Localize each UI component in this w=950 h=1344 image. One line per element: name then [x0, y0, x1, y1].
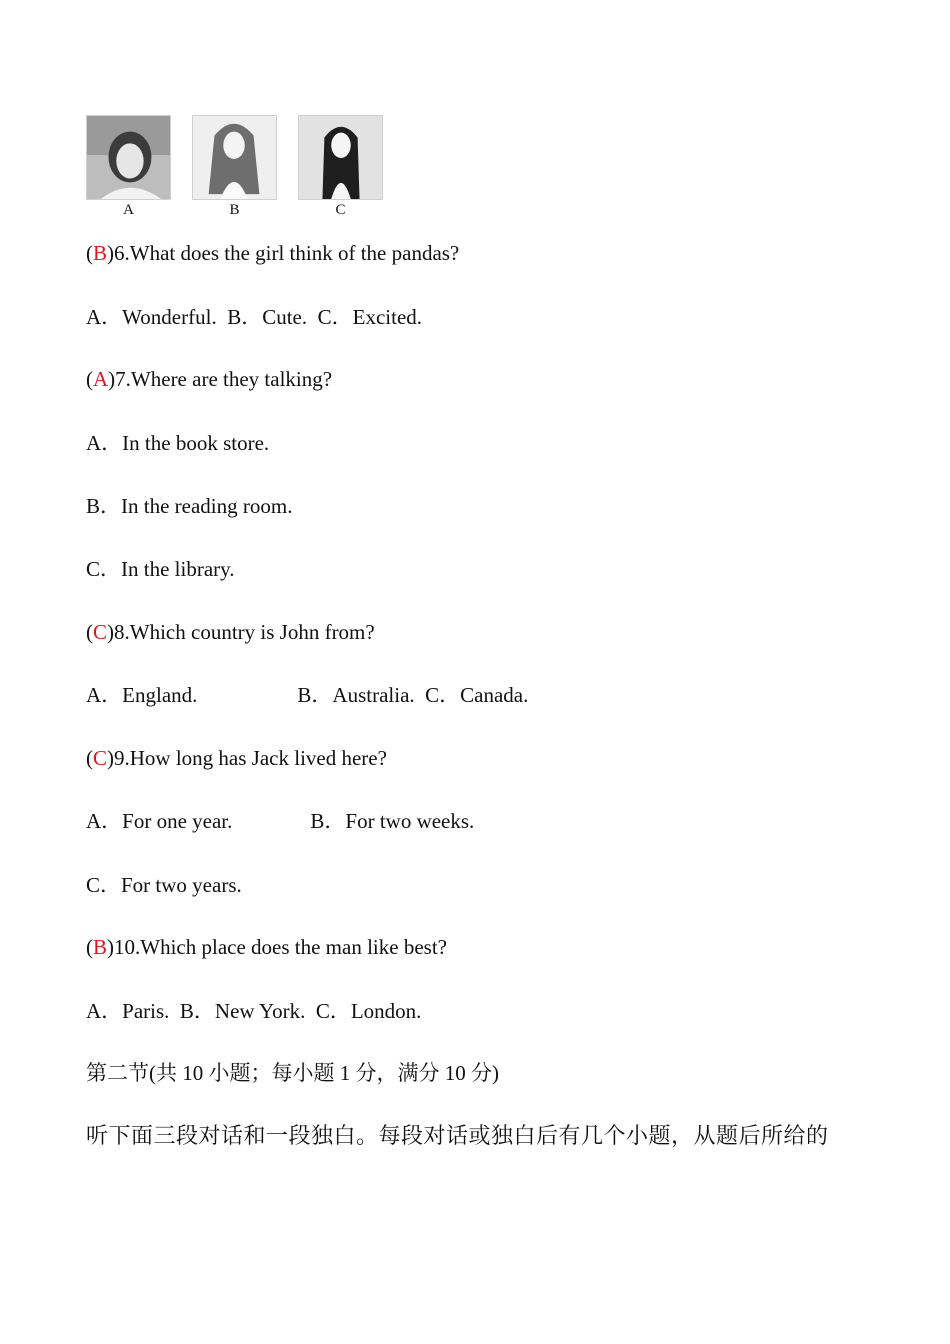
question-9: (C)9.How long has Jack lived here? [86, 746, 387, 770]
girl-photo-short-hair [86, 115, 171, 200]
option-b: B．For two weeks. [310, 809, 475, 833]
question-stem: 8.Which country is John from? [114, 620, 375, 644]
question-10-options: A．Paris. B．New York. C．London. [86, 999, 422, 1023]
question-7-option-c: C．In the library. [86, 557, 235, 581]
photo-option-a [86, 115, 171, 219]
question-9-options-ab [86, 808, 474, 834]
answer-mark: B [93, 241, 108, 265]
section-title-detail: (共 10 小题；每小题 1 分，满分 10 分) [149, 1061, 499, 1085]
question-stem: 7.Where are they talking? [115, 367, 333, 391]
question-10: (B)10.Which place does the man like best? [86, 935, 447, 959]
question-stem: 6.What does the girl think of the pandas? [114, 241, 460, 265]
answer-mark: C [93, 746, 108, 770]
answer-mark: B [93, 935, 108, 959]
photo-options [86, 115, 383, 219]
photo-label: A [123, 202, 134, 218]
section-instruction: 听下面三段对话和一段独白。每段对话或独白后有几个小题，从题后所给的 [86, 1124, 829, 1149]
option-a: A．For one year. [86, 809, 233, 833]
question-8: (C)8.Which country is John from? [86, 620, 375, 644]
photo-option-b [192, 115, 277, 219]
question-6: (B)6.What does the girl think of the pandas? [86, 241, 460, 265]
answer-mark: C [93, 620, 108, 644]
question-8-options [86, 682, 528, 708]
photo-option-c [298, 115, 383, 219]
girl-photo-long-straight-hair [298, 115, 383, 200]
question-6-options: A．Wonderful. B．Cute. C．Excited. [86, 305, 423, 329]
girl-photo-wavy-hair [192, 115, 277, 200]
question-7-option-a: A．In the book store. [86, 431, 270, 455]
question-9-option-c: C．For two years. [86, 873, 242, 897]
photo-label: B [229, 202, 240, 218]
answer-mark: A [93, 367, 109, 391]
section-title: 第二节 [86, 1061, 149, 1085]
photo-label: C [335, 202, 346, 218]
question-stem: 9.How long has Jack lived here? [114, 746, 387, 770]
question-7: (A)7.Where are they talking? [86, 367, 333, 391]
question-7-option-b: B．In the reading room. [86, 494, 293, 518]
option-b-c: B．Australia. C．Canada. [297, 683, 529, 707]
option-a: A．England. [86, 683, 198, 707]
question-stem: 10.Which place does the man like best? [114, 935, 447, 959]
section-heading [86, 1060, 499, 1086]
